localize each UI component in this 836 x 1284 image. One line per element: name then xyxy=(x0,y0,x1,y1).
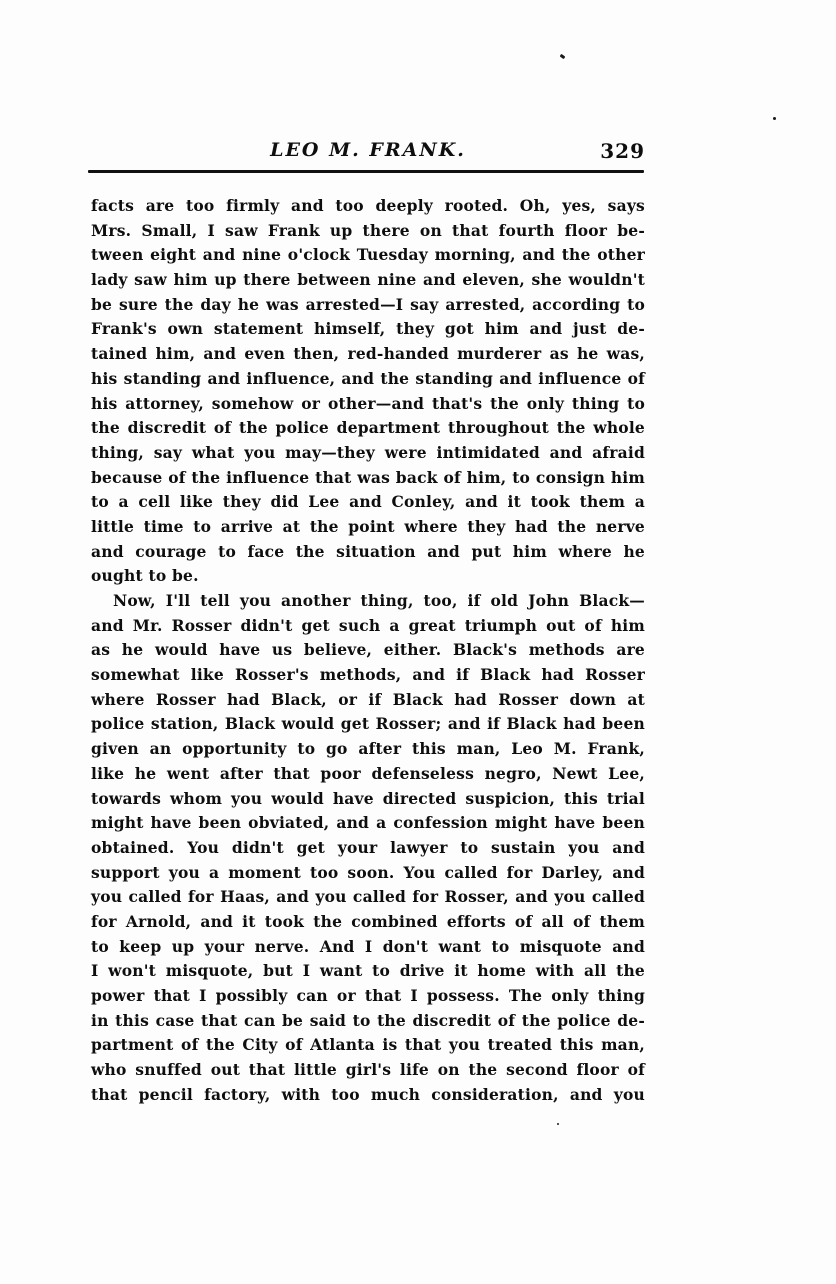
text-line: Frank's own statement himself, they got him and just de- xyxy=(91,319,645,339)
text-line: partment of the City of Atlanta is that you treated this man, xyxy=(91,1035,645,1055)
text-line: who snuffed out that little girl's life on the second floor of xyxy=(91,1060,645,1080)
text-line: that pencil factory, with too much consideration, and you xyxy=(91,1084,645,1104)
ink-speck xyxy=(560,54,566,59)
ink-speck xyxy=(557,1123,559,1125)
ink-speck xyxy=(773,117,776,120)
text-line: I won't misquote, but I want to drive it home with all the xyxy=(91,961,645,981)
body-lines xyxy=(91,194,645,1107)
text-line: to a cell like they did Lee and Conley, and it took them a xyxy=(91,492,645,512)
text-line: be sure the day he was arrested—I say arrested, according to xyxy=(91,294,645,314)
text-line: and Mr. Rosser didn't get such a great triumph out of him xyxy=(91,615,645,635)
text-line: towards whom you would have directed suspicion, this trial xyxy=(91,788,645,808)
text-line: his attorney, somehow or other—and that's the only thing to xyxy=(91,393,645,413)
text-line: as he would have us believe, either. Black's methods are xyxy=(91,640,645,660)
running-head xyxy=(91,139,645,165)
text-line: thing, say what you may—they were intimidated and afraid xyxy=(91,442,645,462)
text-line: you called for Haas, and you called for Rosser, and you called xyxy=(91,887,645,907)
text-line: might have been obviated, and a confession might have been xyxy=(91,813,645,833)
text-line: little time to arrive at the point where they had the nerve xyxy=(91,516,645,536)
text-line: Now, I'll tell you another thing, too, if old John Black— xyxy=(113,591,645,610)
page-number: 329 xyxy=(600,139,645,163)
text-line: tained him, and even then, red-handed murderer as he was, xyxy=(91,344,645,364)
text-line: in this case that can be said to the discredit of the police de- xyxy=(91,1010,645,1030)
text-line: the discredit of the police department throughout the whole xyxy=(91,418,645,438)
text-line: support you a moment too soon. You called for Darley, and xyxy=(91,862,645,882)
text-line: Mrs. Small, I saw Frank up there on that fourth floor be- xyxy=(91,220,645,240)
text-line: because of the influence that was back of him, to consign him xyxy=(91,467,645,487)
text-line: like he went after that poor defenseless negro, Newt Lee, xyxy=(91,763,645,783)
text-line: somewhat like Rosser's methods, and if Black had Rosser xyxy=(91,665,645,685)
text-line: his standing and influence, and the standing and influence of xyxy=(91,368,645,388)
text-line: for Arnold, and it took the combined efforts of all of them xyxy=(91,911,645,931)
text-line: lady saw him up there between nine and eleven, she wouldn't xyxy=(91,270,645,290)
text-line: and courage to face the situation and put him where he xyxy=(91,541,645,561)
text-line: tween eight and nine o'clock Tuesday morning, and the other xyxy=(91,245,645,265)
text-line: obtained. You didn't get your lawyer to sustain you and xyxy=(91,837,645,857)
text-line: police station, Black would get Rosser; and if Black had been xyxy=(91,714,645,734)
text-line: power that I possibly can or that I possess. The only thing xyxy=(91,986,645,1005)
running-head-title: LEO M. FRANK. xyxy=(270,139,466,161)
text-line: where Rosser had Black, or if Black had Rosser down at xyxy=(91,689,645,709)
header-rule-divider xyxy=(88,170,644,173)
text-line: ought to be. xyxy=(91,566,199,586)
text-line: facts are too firmly and too deeply rooted. Oh, yes, says xyxy=(91,196,645,215)
text-line: given an opportunity to go after this man, Leo M. Frank, xyxy=(91,739,645,759)
text-line: to keep up your nerve. And I don't want to misquote and xyxy=(91,936,645,956)
